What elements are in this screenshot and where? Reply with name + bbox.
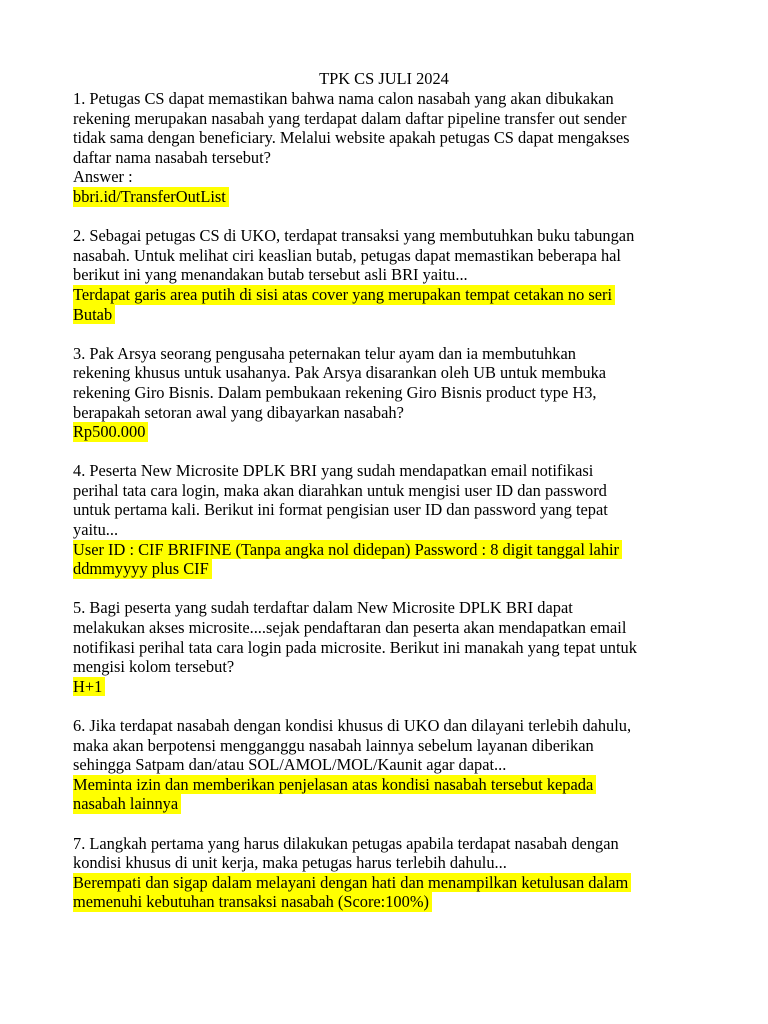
question-text-line: berapakah setoran awal yang dibayarkan nasabah? bbox=[73, 402, 404, 422]
question-list bbox=[73, 89, 713, 932]
question-text-line: rekening merupakan nasabah yang terdapat dalam daftar pipeline transfer out sender bbox=[73, 108, 627, 128]
highlighted-answer: Terdapat garis area putih di sisi atas cover yang merupakan tempat cetakan no seri bbox=[73, 285, 615, 305]
document-title: TPK CS JULI 2024 bbox=[319, 69, 449, 88]
highlighted-answer: nasabah lainnya bbox=[73, 794, 181, 814]
question-text-line: mengisi kolom tersebut? bbox=[73, 657, 235, 677]
question-text-line: untuk pertama kali. Berikut ini format pengisian user ID dan password yang tepat bbox=[73, 500, 608, 520]
question-text-line: rekening khusus untuk usahanya. Pak Arsya disarankan oleh UB untuk membuka bbox=[73, 363, 607, 383]
answer-line bbox=[73, 422, 713, 442]
question-text-line: kondisi khusus di unit kerja, maka petugas harus terlebih dahulu... bbox=[73, 853, 507, 873]
answer-line bbox=[73, 187, 713, 207]
question-text-line: 7. Langkah pertama yang harus dilakukan petugas apabila terdapat nasabah dengan bbox=[73, 833, 619, 853]
answer-line bbox=[73, 540, 713, 560]
answer-line bbox=[73, 285, 713, 305]
question-text-line: 5. Bagi peserta yang sudah terdaftar dalam New Microsite DPLK BRI dapat bbox=[73, 598, 573, 618]
question-3 bbox=[73, 344, 713, 442]
highlighted-answer: ddmmyyyy plus CIF bbox=[73, 559, 212, 579]
question-text-line: tidak sama dengan beneficiary. Melalui website apakah petugas CS dapat mengakses bbox=[73, 128, 630, 148]
question-text-line: maka akan berpotensi mengganggu nasabah lainnya sebelum layanan diberikan bbox=[73, 735, 594, 755]
question-text-line: perihal tata cara login, maka akan diarahkan untuk mengisi user ID dan password bbox=[73, 480, 607, 500]
question-text-line: berikut ini yang menandakan butab tersebut asli BRI yaitu... bbox=[73, 265, 468, 285]
highlighted-answer: H+1 bbox=[73, 677, 105, 697]
answer-line bbox=[73, 305, 713, 325]
question-7 bbox=[73, 834, 713, 912]
question-text-line: rekening Giro Bisnis. Dalam pembukaan rekening Giro Bisnis product type H3, bbox=[73, 382, 597, 402]
answer-line bbox=[73, 794, 713, 814]
question-1 bbox=[73, 89, 713, 207]
question-2 bbox=[73, 226, 713, 324]
answer-line bbox=[73, 677, 713, 697]
highlighted-answer: Butab bbox=[73, 305, 115, 325]
answer-line bbox=[73, 775, 713, 795]
question-text-line: 2. Sebagai petugas CS di UKO, terdapat transaksi yang membutuhkan buku tabungan bbox=[73, 226, 635, 246]
question-text-line: notifikasi perihal tata cara login pada microsite. Berikut ini manakah yang tepat untuk bbox=[73, 637, 637, 657]
answer-line bbox=[73, 873, 713, 893]
question-5 bbox=[73, 598, 713, 696]
question-text-line: sehingga Satpam dan/atau SOL/AMOL/MOL/Kaunit agar dapat... bbox=[73, 755, 507, 775]
question-6 bbox=[73, 716, 713, 814]
question-text-line: daftar nama nasabah tersebut? bbox=[73, 147, 271, 167]
answer-line bbox=[73, 892, 713, 912]
answer-line bbox=[73, 559, 713, 579]
question-4 bbox=[73, 461, 713, 579]
question-text-line: yaitu... bbox=[73, 520, 119, 540]
question-text-line: 4. Peserta New Microsite DPLK BRI yang sudah mendapatkan email notifikasi bbox=[73, 461, 594, 481]
highlighted-answer: Meminta izin dan memberikan penjelasan atas kondisi nasabah tersebut kepada bbox=[73, 775, 596, 795]
highlighted-answer: bbri.id/TransferOutList bbox=[73, 187, 229, 207]
highlighted-answer: memenuhi kebutuhan transaksi nasabah (Score:100%) bbox=[73, 892, 432, 912]
highlighted-answer: User ID : CIF BRIFINE (Tanpa angka nol didepan) Password : 8 digit tanggal lahir bbox=[73, 540, 622, 560]
question-text-line: 1. Petugas CS dapat memastikan bahwa nama calon nasabah yang akan dibukakan bbox=[73, 89, 614, 108]
highlighted-answer: Berempati dan sigap dalam melayani dengan hati dan menampilkan ketulusan dalam bbox=[73, 873, 631, 893]
question-text-line: nasabah. Untuk melihat ciri keaslian butab, petugas dapat memastikan beberapa hal bbox=[73, 245, 621, 265]
highlighted-answer: Rp500.000 bbox=[73, 422, 148, 442]
question-text-line: 6. Jika terdapat nasabah dengan kondisi khusus di UKO dan dilayani terlebih dahulu, bbox=[73, 716, 632, 735]
question-text-line: melakukan akses microsite....sejak pendaftaran dan peserta akan mendapatkan email bbox=[73, 618, 627, 638]
question-text-line: 3. Pak Arsya seorang pengusaha peternakan telur ayam dan ia membutuhkan bbox=[73, 343, 576, 363]
answer-label: Answer : bbox=[73, 167, 133, 187]
